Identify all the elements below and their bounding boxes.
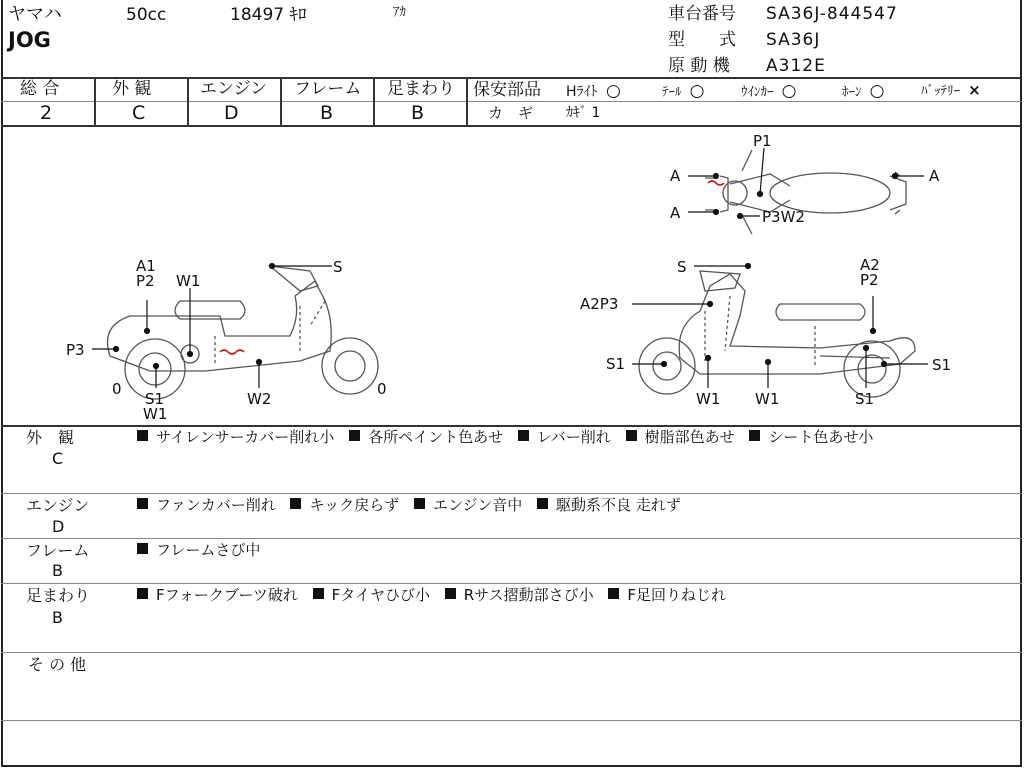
- label-left-w1: W1: [176, 272, 201, 290]
- label-right-w1a: W1: [696, 390, 721, 408]
- label-right-s1-left: S1: [606, 355, 626, 373]
- label-top-p1: P1: [753, 132, 772, 150]
- safety-mid-rule: [468, 101, 1022, 102]
- headlight-status-icon: ○: [605, 81, 621, 101]
- note-grade-exterior: C: [52, 449, 64, 468]
- notes-rule-3: [1, 583, 1022, 584]
- model-name: JOG: [8, 28, 51, 52]
- frame-no-label: 車台番号: [668, 4, 736, 24]
- label-top-a-bl: A: [670, 204, 681, 222]
- color: ｱｶ: [393, 5, 406, 20]
- engine-label: 原 動 機: [668, 56, 730, 76]
- frame-no: SA36J-844547: [766, 4, 898, 24]
- battery-status-icon: ×: [968, 81, 981, 99]
- label-left-a1: A1: [136, 257, 156, 275]
- grade-label-engine: エンジン: [200, 79, 268, 99]
- notes-rule-4: [1, 652, 1022, 653]
- label-right-w1b: W1: [755, 390, 780, 408]
- note-items-engine: ファンカバー削れ キック戻らず エンジン音中 駆動系不良 走れず: [137, 498, 685, 513]
- label-left-s: S: [333, 258, 343, 276]
- note-grade-frame: B: [52, 561, 63, 580]
- grade-frame: B: [320, 102, 335, 124]
- note-label-exterior: 外 観: [26, 428, 75, 447]
- type-value: SA36J: [766, 30, 821, 50]
- note-label-engine: エンジン: [26, 496, 90, 515]
- note-label-frame: フレーム: [26, 541, 90, 560]
- key-value: ｶｷﾞ 1: [566, 105, 601, 121]
- label-left-p2: P2: [136, 272, 155, 290]
- winker-status-icon: ○: [781, 81, 797, 101]
- grades-top-rule: [1, 77, 1022, 79]
- safety-item-winker: ｳｲﾝｶｰ ○: [741, 81, 797, 101]
- label-right-s: S: [677, 258, 687, 276]
- note-items-suspension: Fフォークブーツ破れ Fタイヤひび小 Rサス摺動部さび小 F足回りねじれ: [137, 588, 730, 603]
- top-view-scooter: [705, 150, 906, 234]
- label-left-zero-r: 0: [377, 380, 387, 398]
- label-left-s1: S1: [145, 390, 165, 408]
- note-label-other: そ の 他: [28, 655, 87, 674]
- grade-label-exterior: 外 観: [112, 79, 152, 99]
- label-left-w2: W2: [247, 390, 272, 408]
- damage-mark-top: [708, 181, 724, 185]
- notes-rule-5: [1, 720, 1022, 721]
- notes-rule-1: [1, 493, 1022, 494]
- displacement: 50cc: [126, 5, 167, 25]
- notes-top-rule: [1, 425, 1022, 427]
- label-top-p3w2: P3W2: [762, 208, 805, 226]
- col-rule-1: [94, 78, 96, 126]
- safety-item-horn: ﾎｰﾝ ○: [842, 81, 885, 101]
- note-grade-suspension: B: [52, 608, 63, 627]
- label-left-zero-l: 0: [112, 380, 122, 398]
- note-items-frame: フレームさび中: [137, 543, 264, 558]
- grade-label-overall: 総 合: [20, 79, 60, 99]
- notes-rule-2: [1, 538, 1022, 539]
- grade-exterior: C: [132, 102, 147, 124]
- grade-label-suspension: 足まわり: [387, 79, 455, 99]
- label-right-p2: P2: [860, 271, 879, 289]
- safety-item-headlight: Hﾗｲﾄ ○: [566, 81, 621, 101]
- grade-engine: D: [224, 102, 240, 124]
- damage-mark-left: [220, 350, 244, 354]
- label-left-w1b: W1: [143, 405, 168, 423]
- col-rule-3: [280, 78, 282, 126]
- grade-suspension: B: [411, 102, 426, 124]
- col-rule-2: [187, 78, 189, 126]
- note-grade-engine: D: [52, 517, 65, 536]
- col-rule-5: [466, 78, 468, 126]
- mileage: 18497 ｷﾛ: [230, 5, 307, 25]
- type-label: 型 式: [668, 30, 736, 50]
- tail-status-icon: ○: [689, 81, 705, 101]
- label-right-a2: A2: [860, 256, 880, 274]
- label-left-p3: P3: [66, 341, 85, 359]
- note-label-suspension: 足まわり: [26, 586, 91, 605]
- note-items-exterior: サイレンサーカバー削れ小 各所ペイント色あせ レバー削れ 樹脂部色あせ シート色あせ小: [137, 430, 877, 445]
- label-top-a-tl: A: [670, 167, 681, 185]
- engine-value: A312E: [766, 56, 826, 76]
- safety-label: 保安部品: [473, 80, 541, 100]
- label-right-a2p3: A2P3: [580, 295, 619, 313]
- horn-status-icon: ○: [869, 81, 885, 101]
- col-rule-4: [373, 78, 375, 126]
- label-right-s1-right: S1: [932, 356, 952, 374]
- safety-item-tail: ﾃｰﾙ ○: [662, 81, 705, 101]
- grade-label-frame: フレーム: [294, 79, 362, 99]
- label-right-s1-bottom: S1: [855, 390, 875, 408]
- maker: ヤマハ: [8, 4, 62, 25]
- damage-diagram: [0, 126, 1024, 426]
- grade-overall: 2: [40, 102, 54, 124]
- key-label: カ ギ: [488, 104, 534, 122]
- label-top-a-r: A: [929, 167, 940, 185]
- safety-item-battery: ﾊﾞｯﾃﾘｰ ×: [921, 81, 981, 99]
